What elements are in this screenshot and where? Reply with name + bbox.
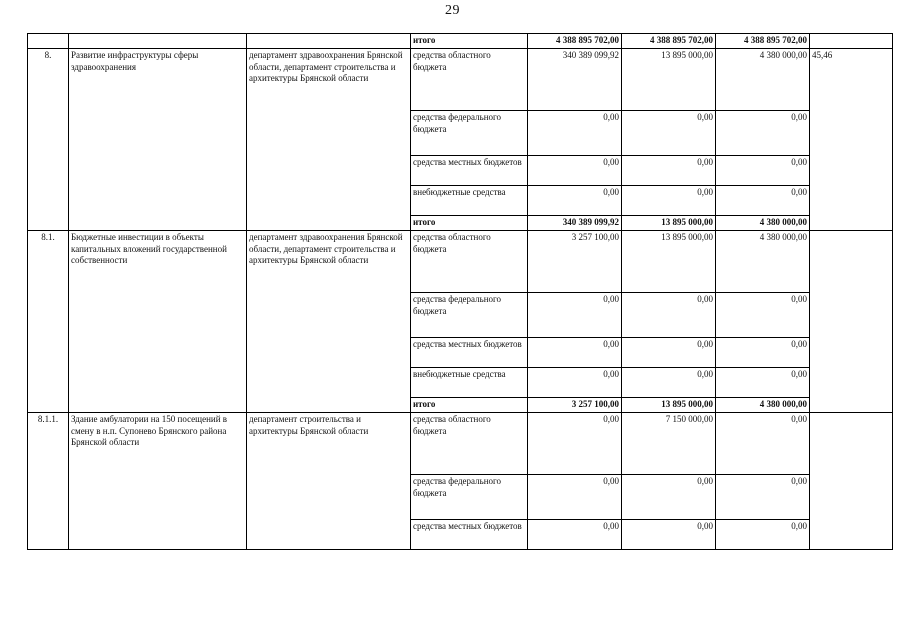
amount-cell: 4 388 895 702,00 — [528, 34, 622, 49]
amount-cell: 13 895 000,00 — [622, 231, 716, 293]
item-number: 8. — [28, 49, 69, 231]
amount-cell: 0,00 — [716, 413, 810, 475]
funding-source: средства областного бюджета — [411, 413, 528, 475]
amount-cell: 0,00 — [716, 368, 810, 398]
extra-cell — [810, 34, 893, 49]
item-executor: департамент строительства и архитектуры Брянской области — [247, 413, 411, 550]
funding-source: средства федерального бюджета — [411, 293, 528, 338]
amount-cell: 0,00 — [528, 338, 622, 368]
item-number: 8.1.1. — [28, 413, 69, 550]
item-executor: департамент здравоохранения Брянской области, департамент строительства и архитектуры Брянской области — [247, 49, 411, 231]
extra-cell — [810, 413, 893, 550]
funding-source: средства местных бюджетов — [411, 520, 528, 550]
source-cell: итого — [411, 34, 528, 49]
amount-cell: 13 895 000,00 — [622, 216, 716, 231]
amount-cell: 0,00 — [622, 368, 716, 398]
amount-cell: 340 389 099,92 — [528, 216, 622, 231]
funding-source: средства областного бюджета — [411, 49, 528, 111]
amount-cell: 4 380 000,00 — [716, 216, 810, 231]
amount-cell: 0,00 — [528, 156, 622, 186]
funding-source: средства федерального бюджета — [411, 475, 528, 520]
item-executor: департамент здравоохранения Брянской области, департамент строительства и архитектуры Брянской области — [247, 231, 411, 413]
executor-cell — [247, 34, 411, 49]
amount-cell: 7 150 000,00 — [622, 413, 716, 475]
name-cell — [69, 34, 247, 49]
extra-cell — [810, 231, 893, 413]
funding-source: внебюджетные средства — [411, 368, 528, 398]
amount-cell: 0,00 — [622, 186, 716, 216]
table-row-top-total — [28, 34, 893, 49]
funding-source: средства местных бюджетов — [411, 156, 528, 186]
amount-cell: 0,00 — [716, 156, 810, 186]
amount-cell: 13 895 000,00 — [622, 49, 716, 111]
number-cell — [28, 34, 69, 49]
amount-cell: 0,00 — [716, 186, 810, 216]
amount-cell: 0,00 — [528, 475, 622, 520]
funding-source: внебюджетные средства — [411, 186, 528, 216]
amount-cell: 0,00 — [716, 293, 810, 338]
funding-source: итого — [411, 398, 528, 413]
amount-cell: 0,00 — [528, 520, 622, 550]
amount-cell: 0,00 — [716, 475, 810, 520]
item-name: Здание амбулатории на 150 посещений в смену в н.п. Супонево Брянского района Брянской области — [69, 413, 247, 550]
funding-source: средства федерального бюджета — [411, 111, 528, 156]
amount-cell: 0,00 — [622, 520, 716, 550]
budget-table — [27, 33, 893, 550]
amount-cell: 0,00 — [528, 186, 622, 216]
amount-cell: 0,00 — [716, 111, 810, 156]
amount-cell: 340 389 099,92 — [528, 49, 622, 111]
amount-cell: 0,00 — [528, 368, 622, 398]
item-name: Бюджетные инвестиции в объекты капитальных вложений государственной собственности — [69, 231, 247, 413]
item-number: 8.1. — [28, 231, 69, 413]
funding-source: итого — [411, 216, 528, 231]
page-number: 29 — [445, 3, 460, 18]
amount-cell: 0,00 — [528, 293, 622, 338]
amount-cell: 3 257 100,00 — [528, 231, 622, 293]
amount-cell: 0,00 — [528, 413, 622, 475]
funding-source: средства местных бюджетов — [411, 338, 528, 368]
amount-cell: 3 257 100,00 — [528, 398, 622, 413]
table-row — [28, 231, 893, 293]
table-row — [28, 49, 893, 111]
amount-cell: 0,00 — [716, 520, 810, 550]
amount-cell: 4 388 895 702,00 — [716, 34, 810, 49]
item-name: Развитие инфраструктуры сферы здравоохранения — [69, 49, 247, 231]
amount-cell: 0,00 — [716, 338, 810, 368]
amount-cell: 0,00 — [622, 475, 716, 520]
amount-cell: 4 380 000,00 — [716, 231, 810, 293]
amount-cell: 4 380 000,00 — [716, 49, 810, 111]
amount-cell: 0,00 — [622, 111, 716, 156]
amount-cell: 4 388 895 702,00 — [622, 34, 716, 49]
amount-cell: 0,00 — [622, 293, 716, 338]
table-row — [28, 413, 893, 475]
extra-cell: 45,46 — [810, 49, 893, 231]
amount-cell: 13 895 000,00 — [622, 398, 716, 413]
amount-cell: 4 380 000,00 — [716, 398, 810, 413]
funding-source: средства областного бюджета — [411, 231, 528, 293]
amount-cell: 0,00 — [622, 156, 716, 186]
amount-cell: 0,00 — [622, 338, 716, 368]
amount-cell: 0,00 — [528, 111, 622, 156]
